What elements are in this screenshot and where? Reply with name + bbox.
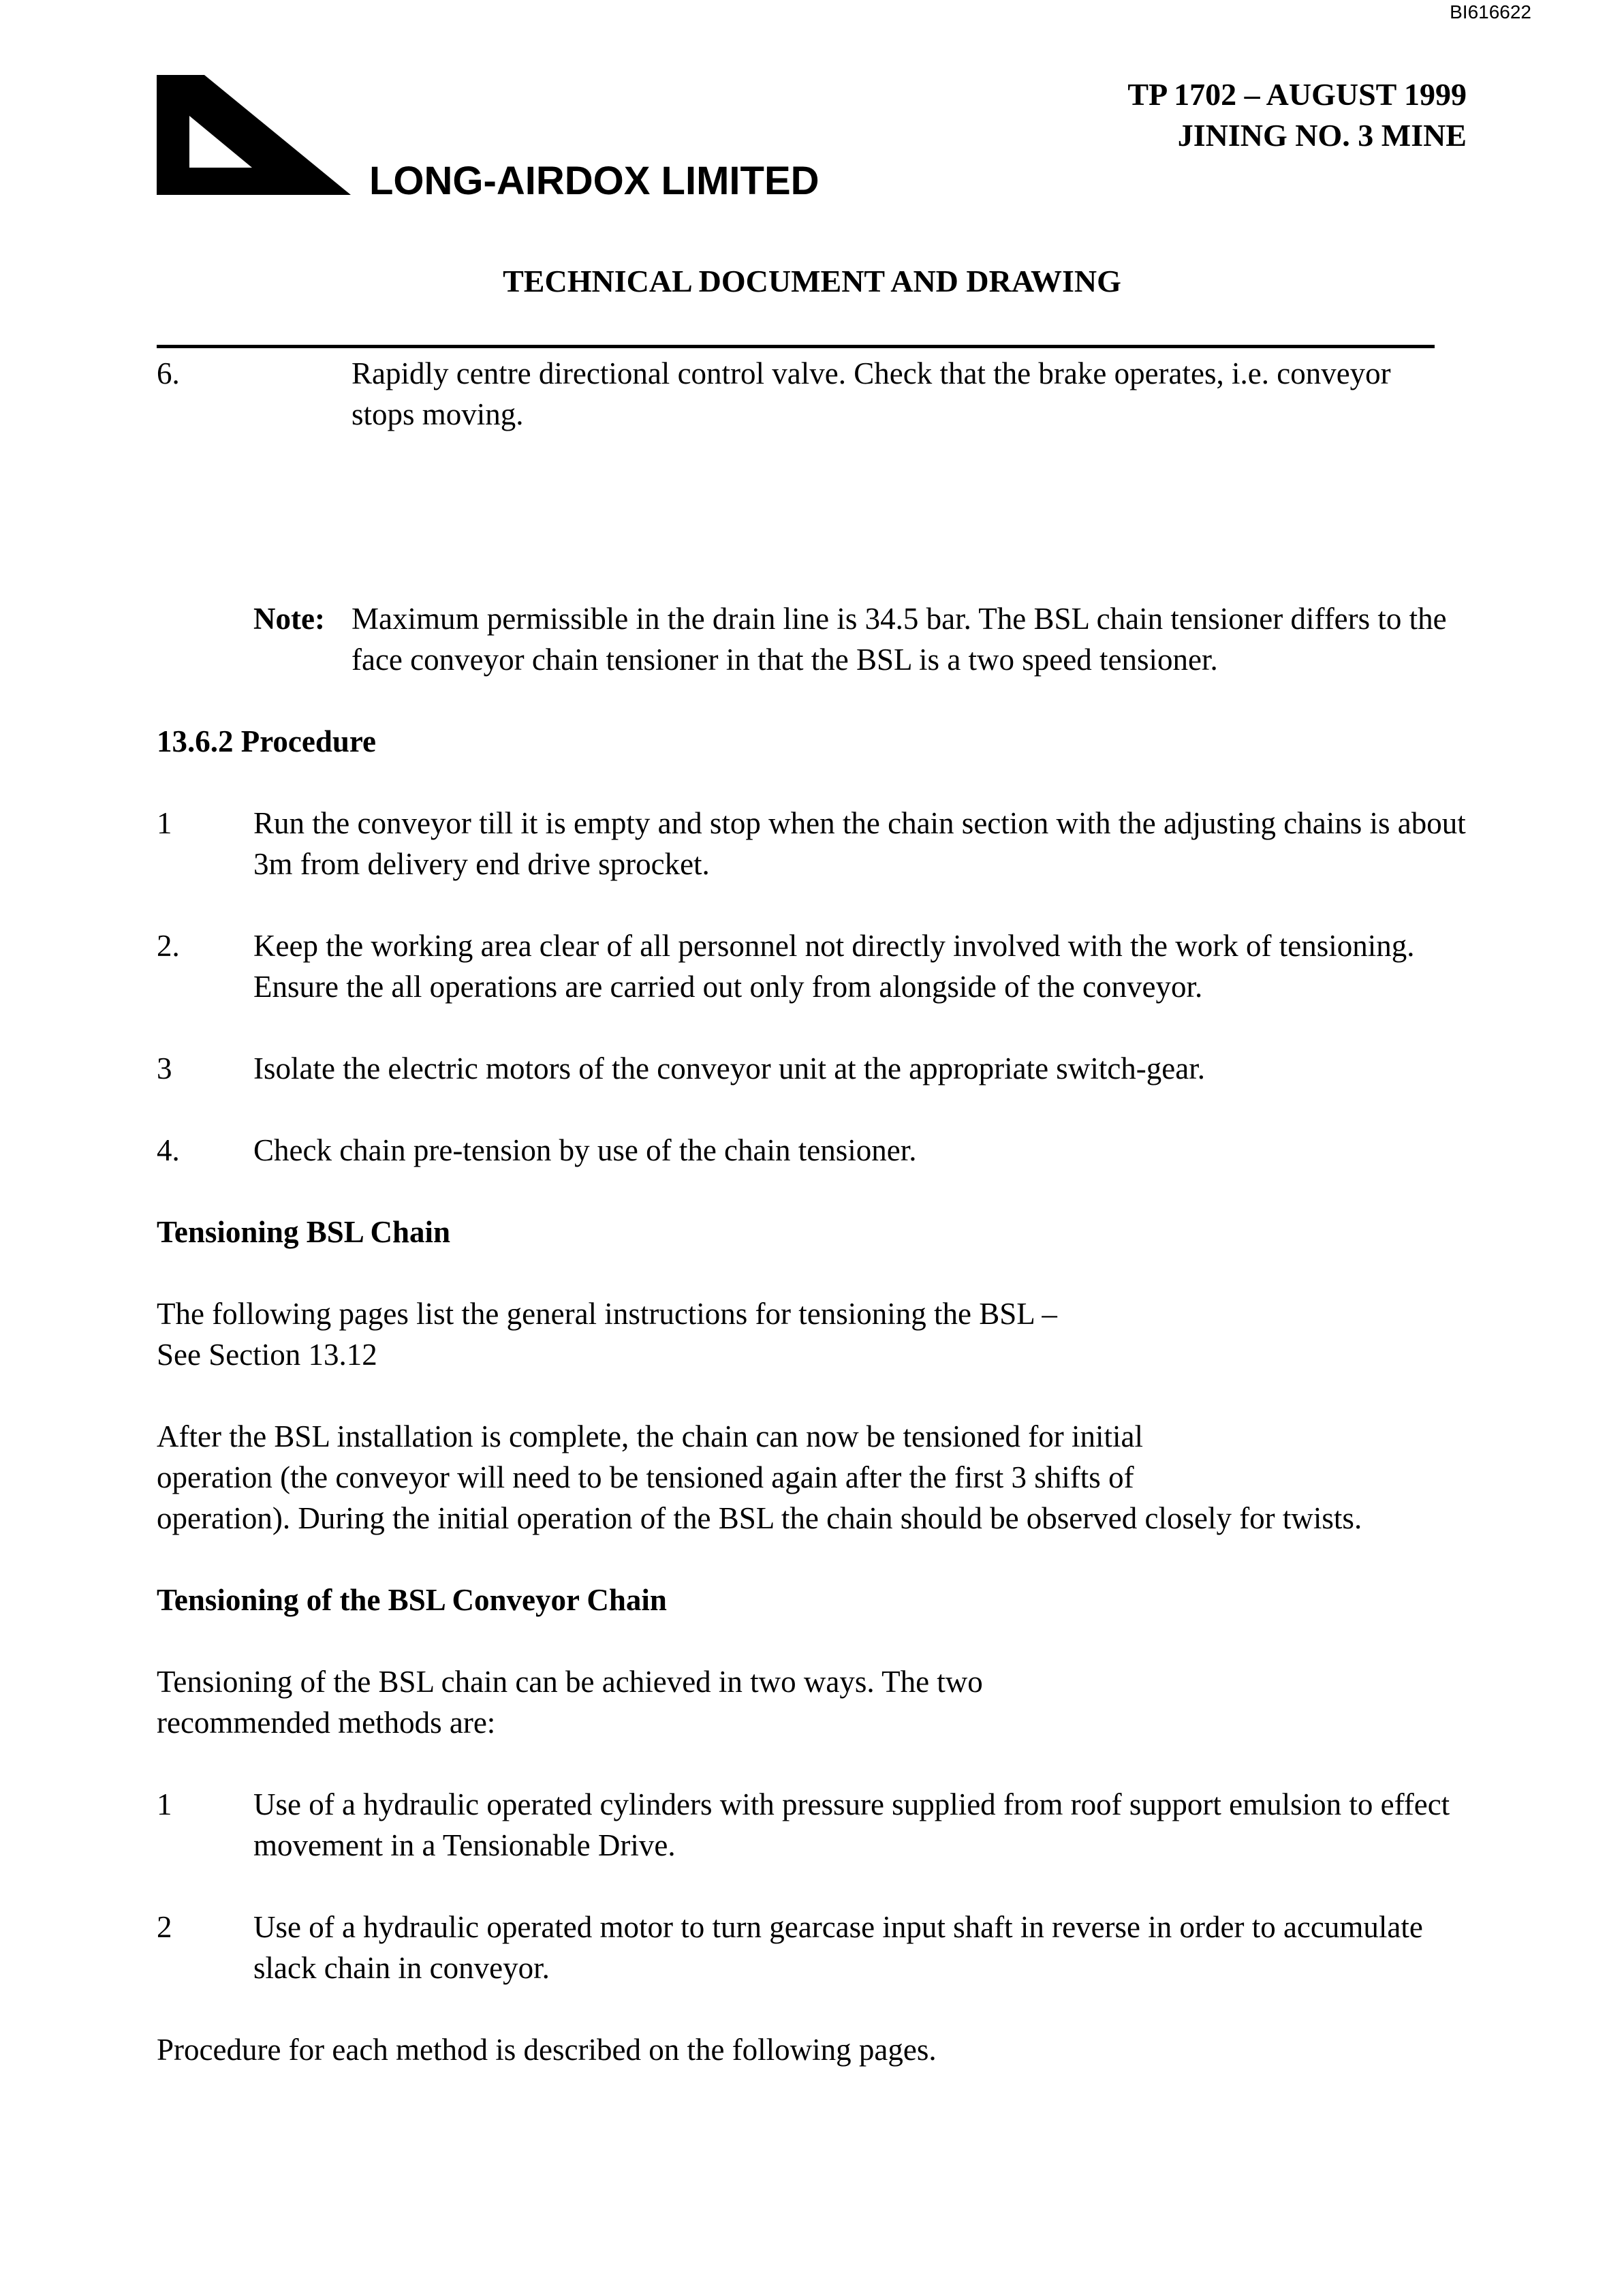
text-line: Maximum permissible in the drain line is 34.5 bar. The BSL chain tensioner differs to the bbox=[352, 602, 1447, 636]
method-number: 2 bbox=[157, 1910, 172, 1944]
text-line: face conveyor chain tensioner in that the BSL is a two speed tensioner. bbox=[352, 643, 1218, 677]
document-id: BI616622 bbox=[1450, 1, 1531, 22]
tp-number-date: TP 1702 – AUGUST 1999 bbox=[1127, 77, 1467, 112]
text-line: recommended methods are: bbox=[157, 1706, 496, 1740]
note-text bbox=[352, 598, 1469, 680]
step-text bbox=[253, 803, 1473, 884]
step-number: 1 bbox=[157, 806, 172, 840]
paragraph bbox=[157, 1661, 1451, 1743]
text-line: After the BSL installation is complete, the chain can now be tensioned for initial bbox=[157, 1419, 1143, 1453]
closing-text: Procedure for each method is described on the following pages. bbox=[157, 2033, 937, 2067]
step-text bbox=[352, 353, 1455, 435]
text-line: Rapidly centre directional control valve. Check that the brake operates, i.e. conveyor bbox=[352, 356, 1391, 390]
step-text bbox=[253, 925, 1473, 1007]
text-line: Ensure the all operations are carried out only from alongside of the conveyor. bbox=[253, 970, 1203, 1004]
step-number: 4. bbox=[157, 1133, 180, 1167]
header-divider bbox=[157, 345, 1435, 348]
paragraph bbox=[157, 1416, 1471, 1539]
document-title: TECHNICAL DOCUMENT AND DRAWING bbox=[503, 264, 1121, 298]
paragraph bbox=[157, 1293, 1451, 1375]
note-label: Note: bbox=[253, 602, 325, 636]
step-number: 2. bbox=[157, 929, 180, 963]
company-name: LONG-AIRDOX LIMITED bbox=[369, 159, 819, 203]
procedure-heading: 13.6.2 Procedure bbox=[157, 724, 377, 758]
step-text bbox=[253, 1048, 1473, 1089]
text-line: Keep the working area clear of all personnel not directly involved with the work of tensioning. bbox=[253, 929, 1415, 963]
mine-name: JINING NO. 3 MINE bbox=[1177, 118, 1467, 153]
text-line: Use of a hydraulic operated motor to turn gearcase input shaft in reverse in order to accumulate bbox=[253, 1910, 1423, 1944]
company-logo bbox=[157, 75, 354, 195]
text-line: See Section 13.12 bbox=[157, 1338, 377, 1372]
step-number: 6. bbox=[157, 356, 180, 390]
text-line: operation (the conveyor will need to be tensioned again after the first 3 shifts of bbox=[157, 1460, 1134, 1494]
section-heading: Tensioning of the BSL Conveyor Chain bbox=[157, 1583, 667, 1617]
text-line: movement in a Tensionable Drive. bbox=[253, 1828, 676, 1862]
text-line: Check chain pre-tension by use of the chain tensioner. bbox=[253, 1133, 917, 1167]
text-line: Tensioning of the BSL chain can be achieved in two ways. The two bbox=[157, 1665, 983, 1699]
text-line: Isolate the electric motors of the conveyor unit at the appropriate switch-gear. bbox=[253, 1051, 1205, 1085]
method-text bbox=[253, 1907, 1473, 1988]
step-text bbox=[253, 1130, 1473, 1171]
text-line: stops moving. bbox=[352, 397, 524, 431]
text-line: Use of a hydraulic operated cylinders with pressure supplied from roof support emulsion to effect bbox=[253, 1787, 1450, 1821]
method-text bbox=[253, 1784, 1473, 1866]
step-number: 3 bbox=[157, 1051, 172, 1085]
text-line: operation). During the initial operation of the BSL the chain should be observed closely for twists. bbox=[157, 1501, 1362, 1535]
text-line: slack chain in conveyor. bbox=[253, 1951, 550, 1985]
text-line: 3m from delivery end drive sprocket. bbox=[253, 847, 710, 881]
section-heading: Tensioning BSL Chain bbox=[157, 1215, 451, 1249]
text-line: The following pages list the general instructions for tensioning the BSL – bbox=[157, 1297, 1057, 1331]
method-number: 1 bbox=[157, 1787, 172, 1821]
text-line: Run the conveyor till it is empty and stop when the chain section with the adjusting chains is about bbox=[253, 806, 1466, 840]
